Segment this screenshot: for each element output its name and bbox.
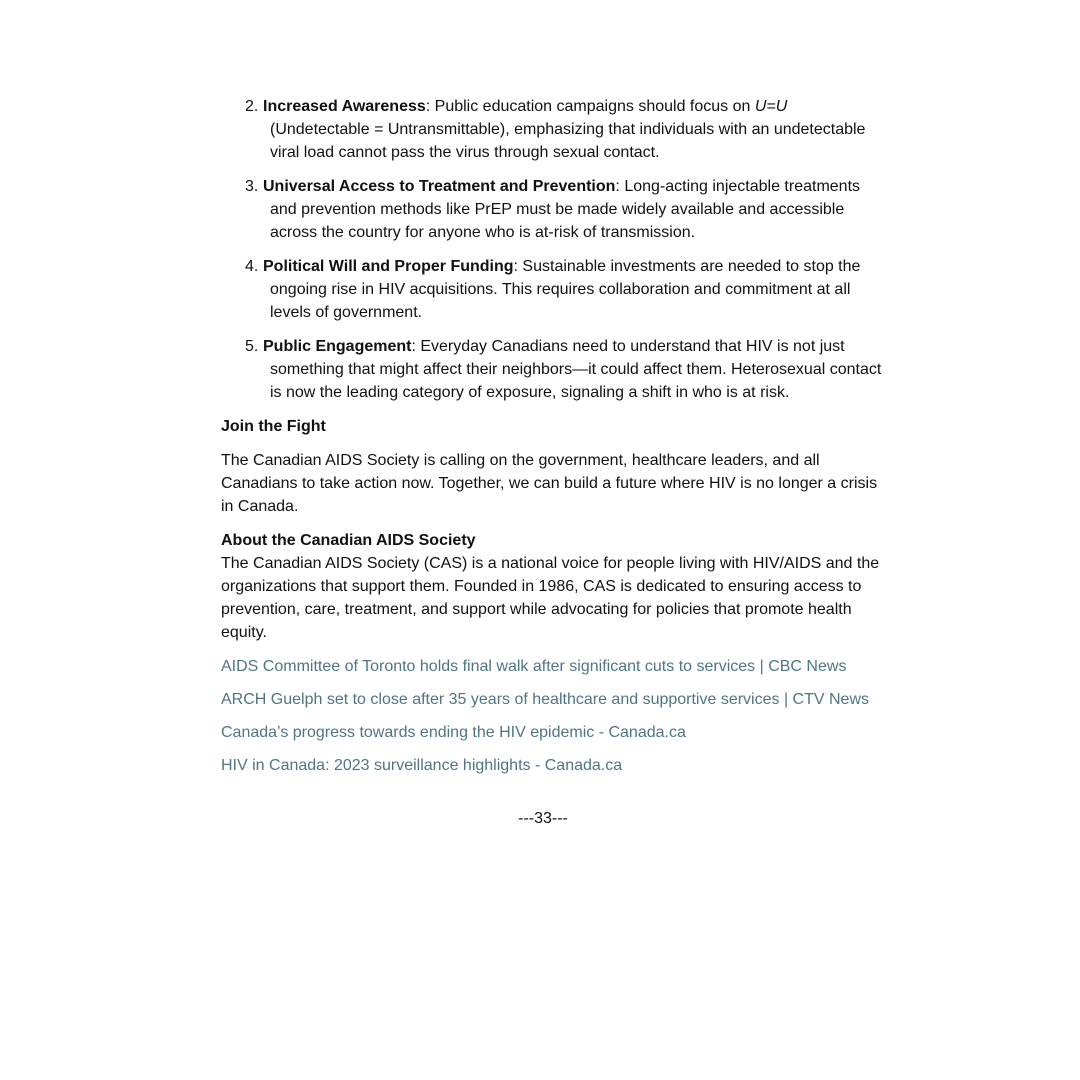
about-heading: About the Canadian AIDS Society — [221, 532, 476, 549]
list-item-number: 4. — [245, 258, 259, 275]
list-item-body — [263, 255, 886, 324]
list-item-body — [263, 175, 886, 244]
join-heading: Join the Fight — [221, 418, 326, 435]
list-item — [221, 335, 886, 404]
list-item-number: 3. — [245, 178, 259, 195]
list-item — [221, 255, 886, 324]
list-item-number: 5. — [245, 338, 259, 355]
reference-link-ctv[interactable]: ARCH Guelph set to close after 35 years of healthcare and supportive services | CTV News — [221, 691, 870, 708]
about-body: The Canadian AIDS Society (CAS) is a national voice for people living with HIV/AIDS and the organizations that support them. Founded in 1986, CAS is dedicated to ensuring access to prevention, care, treatment, and support while advocating for policies that promote health equity. — [221, 555, 880, 641]
list-item-emphasis: U=U — [754, 98, 788, 115]
list-item-text: : Everyday Canadians need to understand that HIV is not just something that might affect their neighbors—it could affect them. Heterosexual contact is now the leading category of exposure, signaling a shift in who is at risk. — [270, 338, 882, 401]
page-number: ---33--- — [518, 810, 568, 827]
list-item-title: Political Will and Proper Funding — [263, 258, 514, 275]
reference-link-cbc[interactable]: AIDS Committee of Toronto holds final walk after significant cuts to services | CBC News — [221, 658, 847, 675]
reference-link-canada-surveillance[interactable]: HIV in Canada: 2023 surveillance highlights - Canada.ca — [221, 757, 623, 774]
recommendations-list — [221, 95, 886, 404]
list-item — [221, 175, 886, 244]
list-item-title: Public Engagement — [263, 338, 412, 355]
list-item-text: (Undetectable = Untransmittable), emphasizing that individuals with an undetectable viral load cannot pass the virus through sexual contact. — [270, 121, 866, 161]
join-body: The Canadian AIDS Society is calling on the government, healthcare leaders, and all Canadians to take action now. Together, we can build a future where HIV is no longer a crisis in Canada. — [221, 452, 878, 515]
reference-link-canada-progress[interactable]: Canada’s progress towards ending the HIV epidemic - Canada.ca — [221, 724, 686, 741]
list-item-text: : Public education campaigns should focus on — [425, 98, 755, 115]
list-item-title: Increased Awareness — [263, 98, 426, 115]
page-content — [221, 95, 886, 787]
list-item-text: : Sustainable investments are needed to stop the ongoing rise in HIV acquisitions. This requires collaboration and commitment at all levels of government. — [270, 258, 861, 321]
list-item-body — [263, 335, 886, 404]
list-item-text: : Long-acting injectable treatments and prevention methods like PrEP must be made widely available and accessible across the country for anyone who is at-risk of transmission. — [270, 178, 861, 241]
list-item — [221, 95, 886, 164]
reference-links — [221, 655, 886, 777]
list-item-number: 2. — [245, 98, 259, 115]
list-item-title: Universal Access to Treatment and Prevention — [263, 178, 616, 195]
list-item-body — [263, 95, 886, 164]
